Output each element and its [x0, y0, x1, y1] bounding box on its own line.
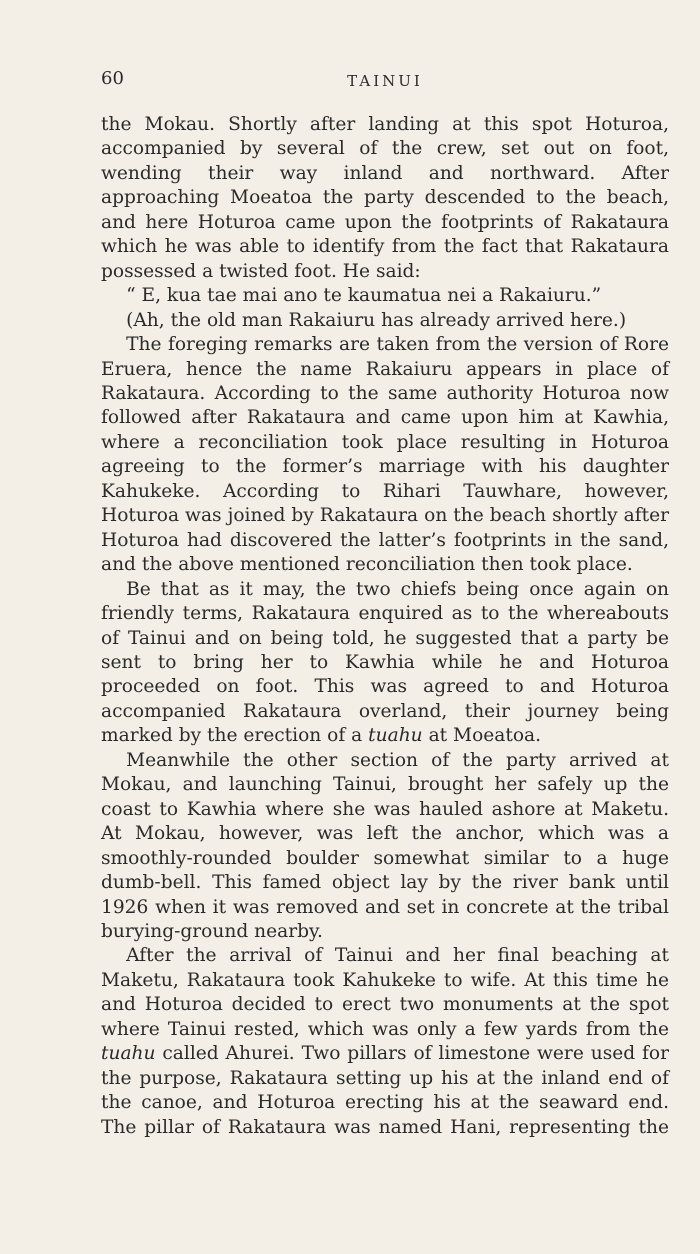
paragraph-4: Meanwhile the other section of the party arrived at Mokau, and launching Tainui, brought her safely up the coast to Kawhia where she was hauled ashore at Maketu. At Mokau, however, was left the anchor, which was a smoothly-rounded boulder somewhat similar to a huge dumb-bell. This famed object lay by the river bank until 1926 when it was removed and set in concrete at the tribal burying-ground nearby.: [101, 749, 669, 942]
body-text: [101, 113, 669, 1140]
paragraph-5: [101, 944, 669, 1140]
paragraph-1: the Mokau. Shortly after landing at this spot Hoturoa, accompanied by several of the crew, set out on foot, wending their way inland and northward. After approaching Moeatoa the party descended to the beach, and here Hoturoa came upon the footprints of Rakataura which he was able to identify from the fact that Rakataura possessed a twisted foot. He said:: [101, 114, 669, 282]
quote-translation: (Ah, the old man Rakaiuru has already arrived here.): [126, 309, 627, 331]
paragraph-5-italic-term: tuahu: [101, 1043, 156, 1065]
paragraph-3-text-a: Be that as it may, the two chiefs being once again on friendly terms, Rakataura enquired as to the whereabouts of Tainui and on being told, he suggested that a party be sent to bring her to Kawhia while he and Hoturoa proceeded on foot. This was agreed to and Hoturoa accompanied Rakataura overland, their journey being marked by the erection of a: [101, 578, 669, 747]
paragraph-2: The foreging remarks are taken from the version of Rore Eruera, hence the name Rakaiuru appears in place of Rakataura. According to the same authority Hoturoa now followed after Rakataura and came upon him at Kawhia, where a reconciliation took place resulting in Hoturoa agreeing to the former’s marriage with his daughter Kahukeke. According to Rihari Tauwhare, however, Hoturoa was joined by Rakataura on the beach shortly after Hoturoa had discovered the latter’s footprints in the sand, and the above mentioned reconciliation then took place.: [101, 334, 669, 576]
paragraph-5-text-b: called Ahurei. Two pillars of limestone were used for the purpose, Rakataura setting up his at the inland end of the canoe, and Hoturoa erecting his at the seaward end. The pillar of Rakataura was named Hani, representing the: [101, 1043, 669, 1138]
paragraph-3: [101, 578, 669, 749]
page-number: 60: [101, 68, 124, 89]
paragraph-3-italic-term: tuahu: [368, 725, 423, 747]
paragraph-3-text-b: at Moeatoa.: [428, 725, 542, 747]
running-title: TAINUI: [347, 72, 423, 90]
paragraph-5-text-a: After the arrival of Tainui and her final beaching at Maketu, Rakataura took Kahukeke to wife. At this time he and Hoturoa decided to erect two monuments at the spot where Tainui rested, which was only a few yards from the: [101, 945, 669, 1040]
page-header: [101, 68, 669, 92]
maori-quote: “ E, kua tae mai ano te kaumatua nei a Rakaiuru.”: [126, 285, 602, 307]
